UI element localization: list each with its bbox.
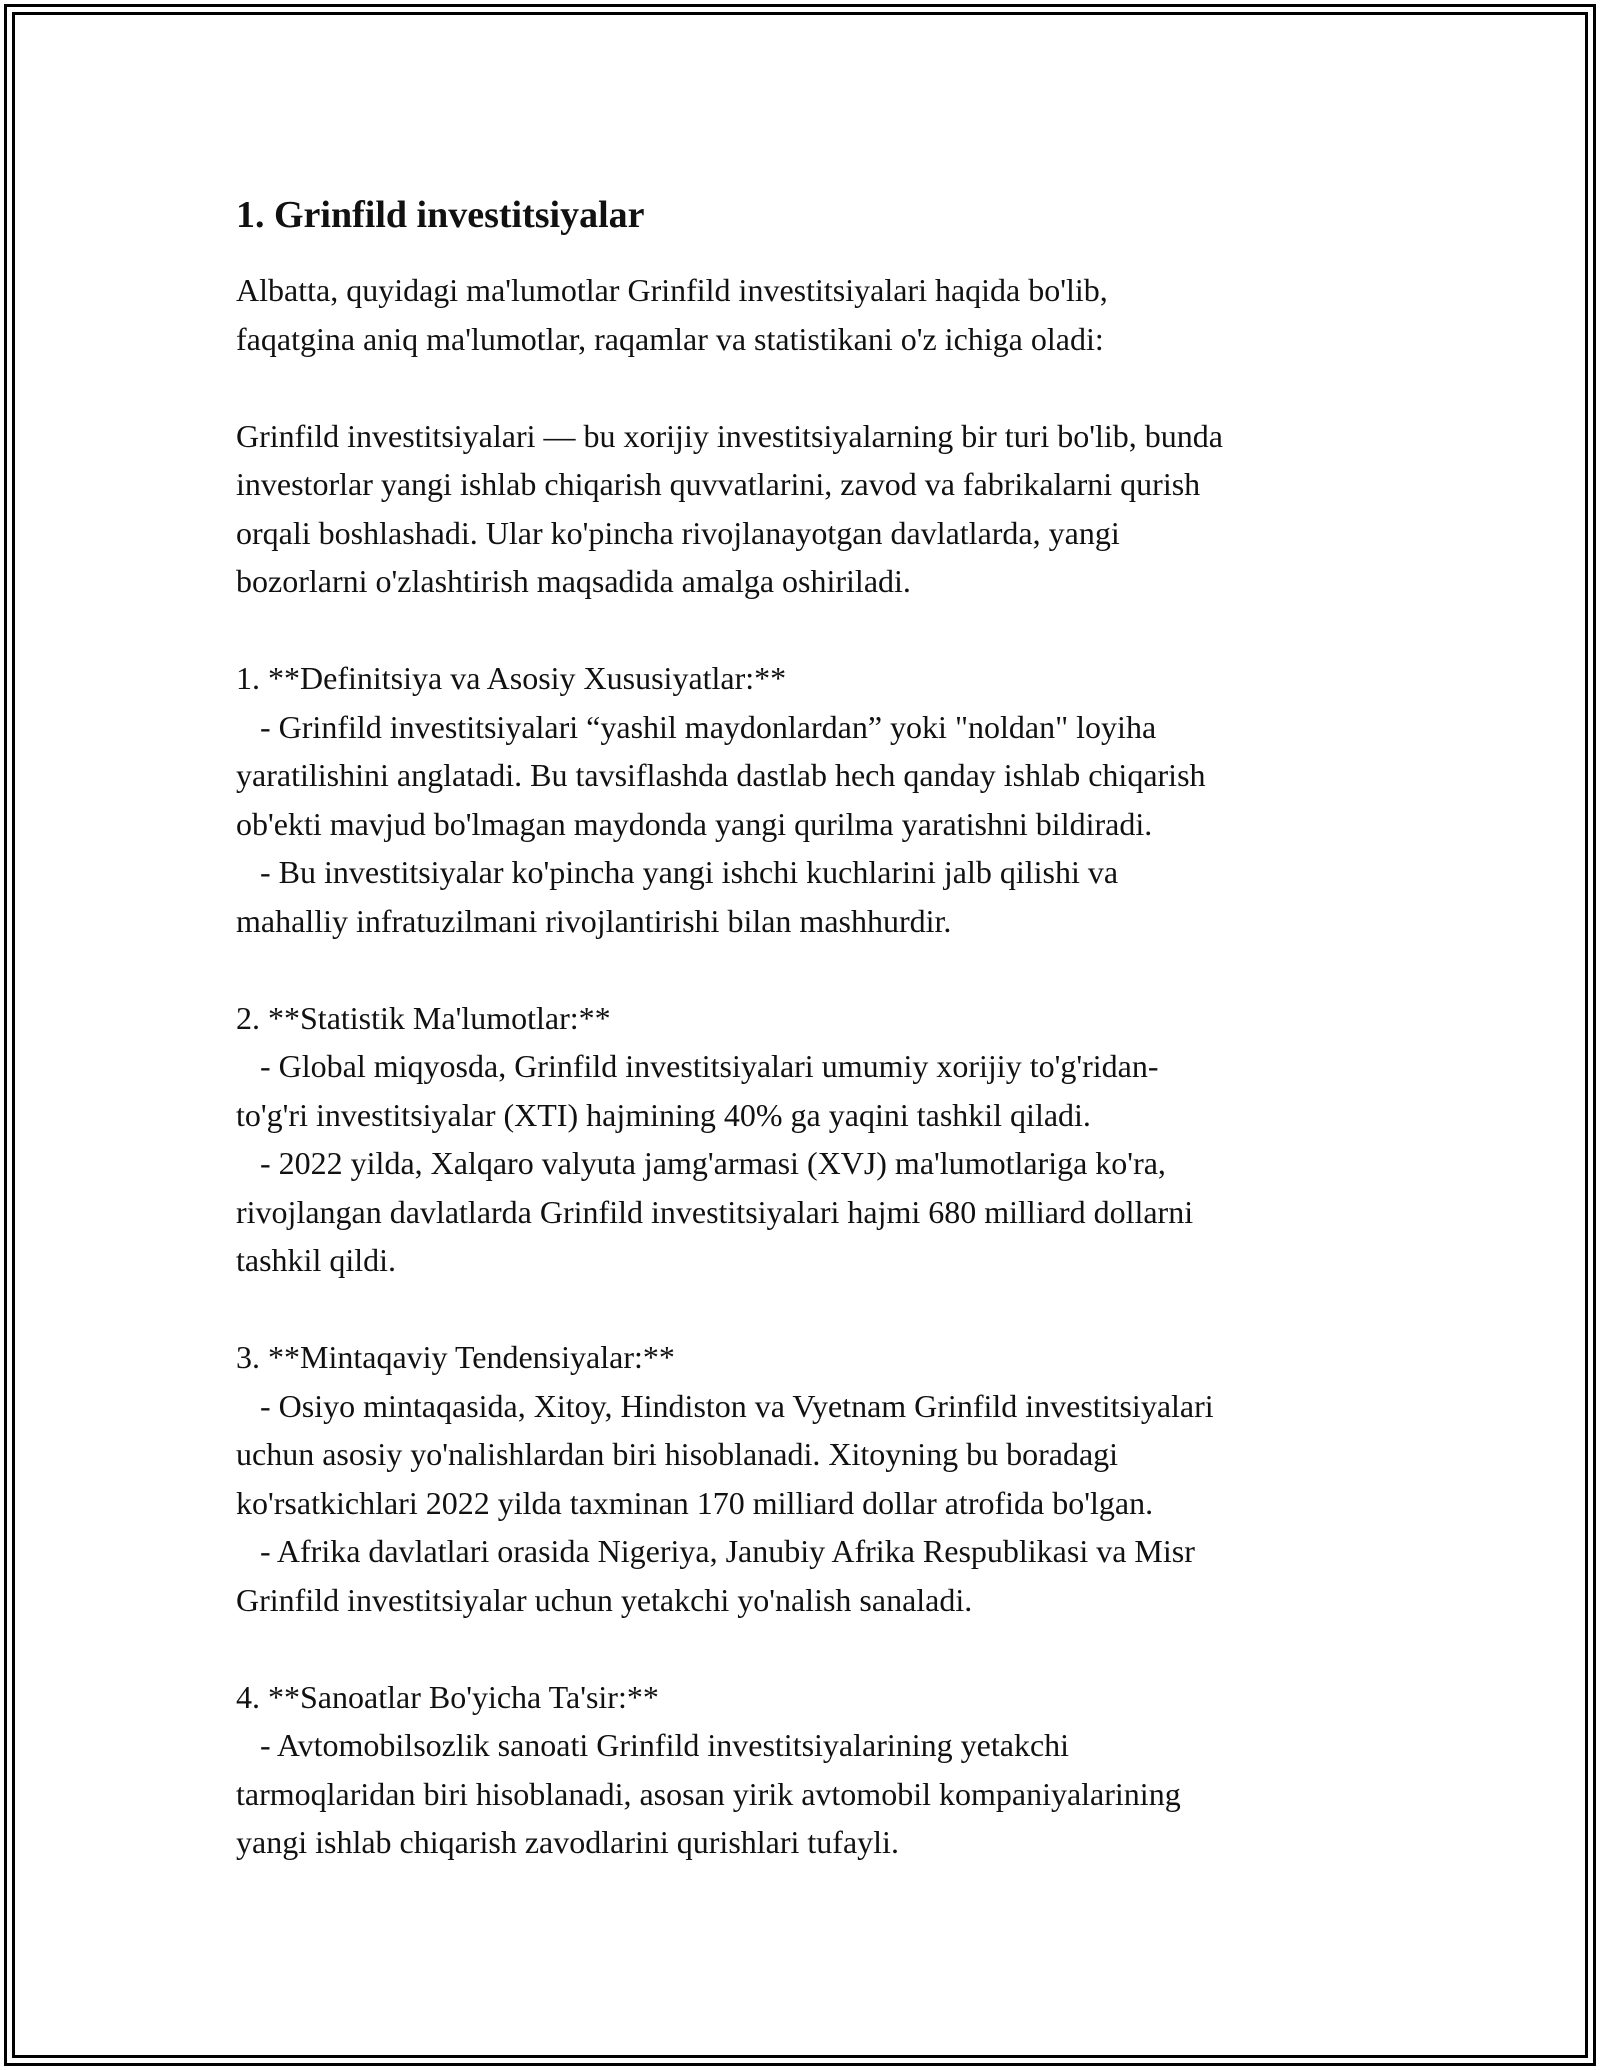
text-line: yangi ishlab chiqarish zavodlarini qurishlari tufayli. — [236, 1824, 899, 1860]
paragraph — [236, 1333, 1416, 1624]
text-line: - Avtomobilsozlik sanoati Grinfild investitsiyalarining yetakchi — [236, 1727, 1070, 1763]
paragraph — [236, 1673, 1416, 1867]
paragraph — [236, 412, 1416, 606]
text-line: 2. **Statistik Ma'lumotlar:** — [236, 999, 611, 1036]
text-line: tarmoqlaridan biri hisoblanadi, asosan yirik avtomobil kompaniyalarining — [236, 1775, 1181, 1812]
text-line: to'g'ri investitsiyalar (XTI) hajmining 40% ga yaqini tashkil qiladi. — [236, 1096, 1091, 1133]
text-line: ko'rsatkichlari 2022 yilda taxminan 170 milliard dollar atrofida bo'lgan. — [236, 1484, 1154, 1521]
text-line: Albatta, quyidagi ma'lumotlar Grinfild investitsiyalari haqida bo'lib, — [236, 272, 1108, 308]
text-line: tashkil qildi. — [236, 1242, 396, 1278]
text-line: ob'ekti mavjud bo'lmagan maydonda yangi qurilma yaratishni bildiradi. — [236, 805, 1153, 842]
text-line: - Bu investitsiyalar ko'pincha yangi ishchi kuchlarini jalb qilishi va — [236, 854, 1119, 890]
text-line: mahalliy infratuzilmani rivojlantirishi bilan mashhurdir. — [236, 902, 952, 939]
text-line: - 2022 yilda, Xalqaro valyuta jamg'armasi (XVJ) ma'lumotlariga ko'ra, — [236, 1145, 1166, 1181]
text-line: yaratilishini anglatadi. Bu tavsiflashda dastlab hech qanday ishlab chiqarish — [236, 757, 1206, 793]
text-line: investorlar yangi ishlab chiqarish quvvatlarini, zavod va fabrikalarni qurish — [236, 466, 1201, 502]
paragraph — [236, 266, 1416, 363]
text-line: 1. **Definitsiya va Asosiy Xususiyatlar:** — [236, 660, 787, 696]
text-line: - Global miqyosda, Grinfild investitsiyalari umumiy xorijiy to'g'ridan- — [236, 1048, 1159, 1084]
text-line: Grinfild investitsiyalari — bu xorijiy investitsiyalarning bir turi bo'lib, bunda — [236, 417, 1223, 454]
paragraph — [236, 994, 1416, 1285]
document-body — [236, 190, 1416, 1915]
text-line: - Grinfild investitsiyalari “yashil maydonlardan” yoki "noldan" loyiha — [236, 708, 1157, 745]
text-line: - Afrika davlatlari orasida Nigeriya, Janubiy Afrika Respublikasi va Misr — [236, 1533, 1195, 1569]
text-line: orqali boshlashadi. Ular ko'pincha rivojlanayotgan davlatlarda, yangi — [236, 514, 1120, 551]
text-line: Grinfild investitsiyalar uchun yetakchi yo'nalish sanaladi. — [236, 1581, 973, 1618]
text-line: 4. **Sanoatlar Bo'yicha Ta'sir:** — [236, 1678, 659, 1715]
text-line: bozorlarni o'zlashtirish maqsadida amalga oshiriladi. — [236, 563, 911, 599]
paragraph — [236, 654, 1416, 945]
text-line: faqatgina aniq ma'lumotlar, raqamlar va statistikani o'z ichiga oladi: — [236, 320, 1104, 357]
text-line: uchun asosiy yo'nalishlardan biri hisoblanadi. Xitoyning bu boradagi — [236, 1436, 1119, 1472]
document-title: 1. Grinfild investitsiyalar — [236, 194, 645, 236]
text-line: - Osiyo mintaqasida, Xitoy, Hindiston va Vyetnam Grinfild investitsiyalari — [236, 1387, 1214, 1424]
text-line: rivojlangan davlatlarda Grinfild investitsiyalari hajmi 680 milliard dollarni — [236, 1193, 1194, 1230]
paragraph-list — [236, 266, 1416, 1867]
text-line: 3. **Mintaqaviy Tendensiyalar:** — [236, 1339, 675, 1375]
